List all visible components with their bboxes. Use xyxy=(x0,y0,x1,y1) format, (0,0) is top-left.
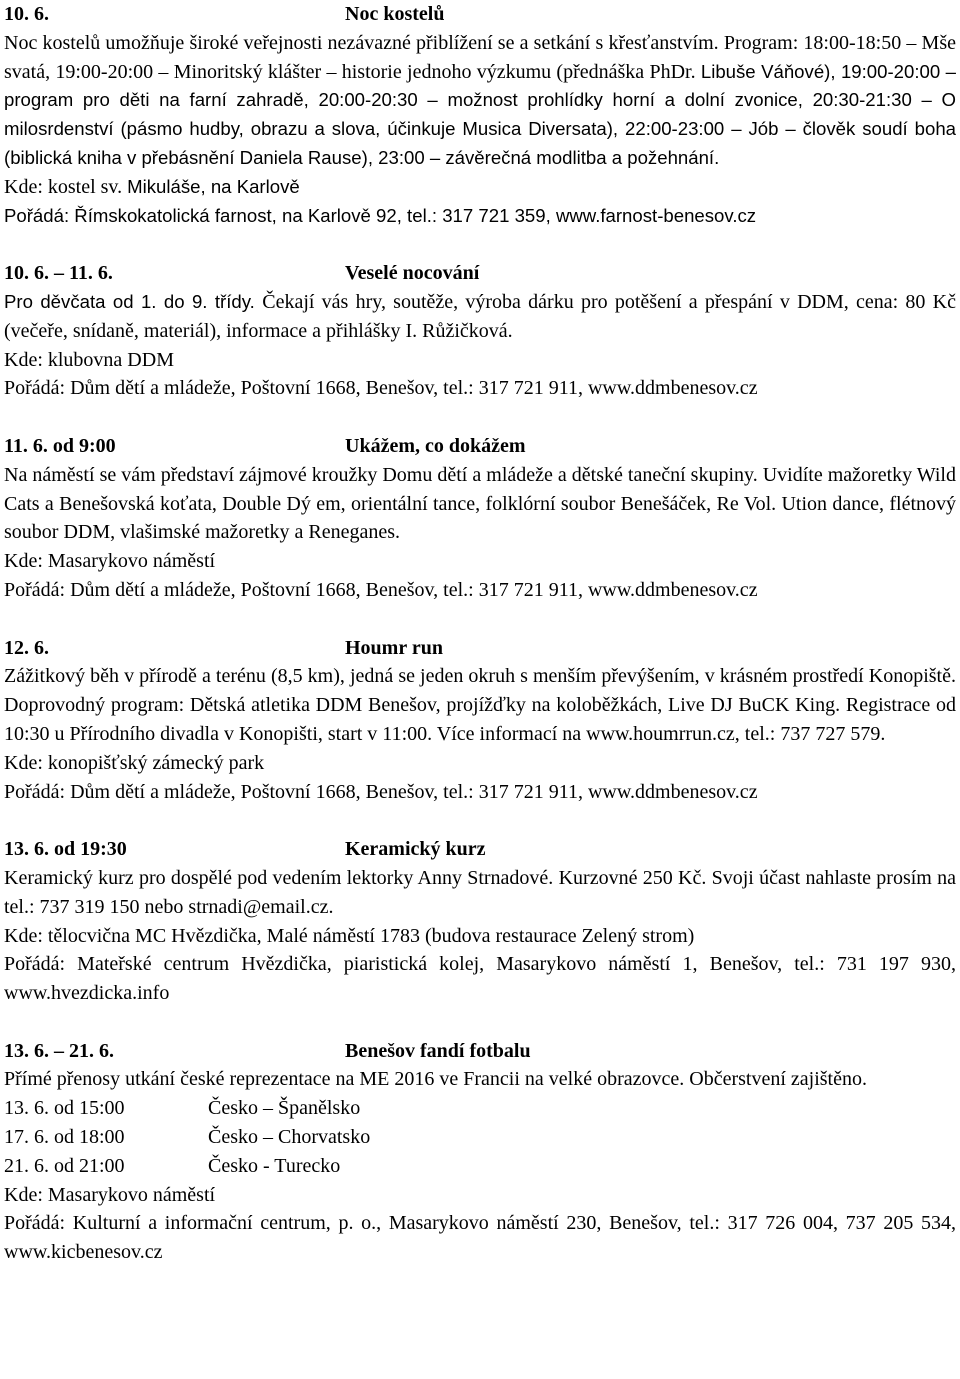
match-date: 21. 6. od 21:00 xyxy=(4,1154,125,1177)
event-organizer: Pořádá: Dům dětí a mládeže, Poštovní 1668, Benešov, tel.: 317 721 911, www.ddmbenesov.cz xyxy=(4,578,758,601)
match-row xyxy=(4,1123,956,1152)
event-date: 10. 6. xyxy=(4,3,49,25)
match-date: 17. 6. od 18:00 xyxy=(4,1126,125,1149)
event-description xyxy=(4,288,956,346)
event-organizer-part: : 317 721 359, www.farnost-benesov.cz xyxy=(431,204,757,226)
event-location: Kde: Masarykovo náměstí xyxy=(4,1183,216,1206)
event-date: 11. 6. od 9:00 xyxy=(4,434,116,457)
match-teams: Česko – Španělsko xyxy=(208,1097,361,1120)
event-header xyxy=(4,1037,956,1066)
event-description-part: Čekají vás hry, soutěže, výroba dárku pro potěšení a přespání v DDM, cena: 80 Kč (večeře, snídaně, materiál), informace a přihlášky I. Růžičková. xyxy=(4,290,956,342)
event-location: Kde: konopišťský zámecký park xyxy=(4,751,265,774)
event-header xyxy=(4,259,956,288)
event-date: 13. 6. od 19:30 xyxy=(4,838,127,861)
match-date: 13. 6. od 15:00 xyxy=(4,1097,125,1120)
program-listing xyxy=(4,0,956,1267)
event-title: Houmr run xyxy=(345,636,443,659)
event-houmr-run xyxy=(4,634,956,807)
event-header xyxy=(4,634,956,663)
event-date: 10. 6. – 11. 6. xyxy=(4,262,113,285)
event-organizer-part: Pořádá: Římskokatolická farnost, na Karlově 92, tel. xyxy=(4,204,432,226)
event-organizer: Pořádá: Dům dětí a mládeže, Poštovní 1668, Benešov, tel.: 317 721 911, www.ddmbenesov.cz xyxy=(4,377,758,400)
event-keramicky-kurz xyxy=(4,835,956,1008)
event-description: Na náměstí se vám představí zájmové kroužky Domu dětí a mládeže a dětské taneční skupiny. Uvidíte mažoretky Wild Cats a Benešovská koťata, Double Dý em, orientální tance, folklórní soubor Benešáček, Re Vol. Ution dance, flétnový soubor DDM, vlašimské mažoretky a Reneganes. xyxy=(4,463,956,544)
event-description: Keramický kurz pro dospělé pod vedením lektorky Anny Strnadové. Kurzovné 250 Kč. Svoji účast nahlaste prosím na tel.: 737 319 150 nebo strnadi@email.cz. xyxy=(4,866,956,918)
event-title: Benešov fandí fotbalu xyxy=(345,1039,531,1062)
match-teams: Česko - Turecko xyxy=(208,1154,341,1177)
event-vesele-nocovani xyxy=(4,259,956,403)
event-header xyxy=(4,432,956,461)
event-description-part: Libuše Váňové), 19:00-20:00 – program pro děti na farní zahradě, 20:00-20:30 – možnost prohlídky horní a dolní zvonice, 20:30-21:30 – O milosrdenství (pásmo hudby, obrazu a slova, účinkuje Musica Diversata), 22:00-23:00 – Jób – člověk soudí boha (biblická kniha v přebásnění Daniela Rause), 23:00 – závěrečná modlitba a požehnání. xyxy=(4,60,956,168)
event-date: 13. 6. – 21. 6. xyxy=(4,1039,114,1062)
event-location-part: Mikuláše, na Karlově xyxy=(127,175,300,197)
event-header xyxy=(4,835,956,864)
event-title: Noc kostelů xyxy=(345,3,445,25)
event-location-part: Kde: kostel sv. xyxy=(4,175,128,198)
event-benesov-fandi-fotbalu xyxy=(4,1037,956,1267)
event-organizer: Pořádá: Kulturní a informační centrum, p. o., Masarykovo náměstí 230, Benešov, tel.: 317 726 004, 737 205 534, www.kicbenesov.cz xyxy=(4,1212,956,1264)
event-organizer: Pořádá: Mateřské centrum Hvězdička, piaristická kolej, Masarykovo náměstí 1, Benešov, tel.: 731 197 930, www.hvezdicka.info xyxy=(4,953,956,1005)
event-description: Přímé přenosy utkání české reprezentace na ME 2016 ve Francii na velké obrazovce. Občerstvení zajištěno. xyxy=(4,1068,867,1091)
match-row xyxy=(4,1152,956,1181)
event-organizer xyxy=(4,202,956,231)
event-title: Keramický kurz xyxy=(345,838,486,861)
event-location: Kde: Masarykovo náměstí xyxy=(4,550,216,573)
event-ukazem-co-dokazem xyxy=(4,432,956,605)
match-teams: Česko – Chorvatsko xyxy=(208,1126,371,1149)
event-noc-kostelu xyxy=(4,0,956,230)
event-title: Ukážem, co dokážem xyxy=(345,434,526,457)
event-date: 12. 6. xyxy=(4,636,49,659)
event-description xyxy=(4,29,956,173)
match-row xyxy=(4,1094,956,1123)
event-location: Kde: tělocvična MC Hvězdička, Malé náměstí 1783 (budova restaurace Zelený strom) xyxy=(4,924,695,947)
event-description-part: Noc kostelů umožňuje široké veřejnosti nezávazné přiblížení se a setkání s křesťanstvím. Program: 18:00-18:50 – Mše svatá, 19:00-20:00 – Minoritský klášter – historie jednoho výzkumu (přednáška PhDr. xyxy=(4,31,956,83)
event-description: Zážitkový běh v přírodě a terénu (8,5 km), jedná se jeden okruh s menším převýšením, v krásném prostředí Konopiště. Doprovodný program: Dětská atletika DDM Benešov, projížďky na koloběžkách, Live DJ BuCK King. Registrace od 10:30 u Přírodního divadla v Konopišti, start v 11:00. Více informací na www.houmrrun.cz, tel.: 737 727 579. xyxy=(4,665,956,745)
event-organizer: Pořádá: Dům dětí a mládeže, Poštovní 1668, Benešov, tel.: 317 721 911, www.ddmbenesov.cz xyxy=(4,780,758,803)
event-description-part: Pro děvčata od 1. do 9. třídy. xyxy=(4,290,263,312)
event-location: Kde: klubovna DDM xyxy=(4,348,174,371)
event-location xyxy=(4,173,956,202)
event-title: Veselé nocování xyxy=(345,262,480,285)
event-header xyxy=(4,0,956,29)
